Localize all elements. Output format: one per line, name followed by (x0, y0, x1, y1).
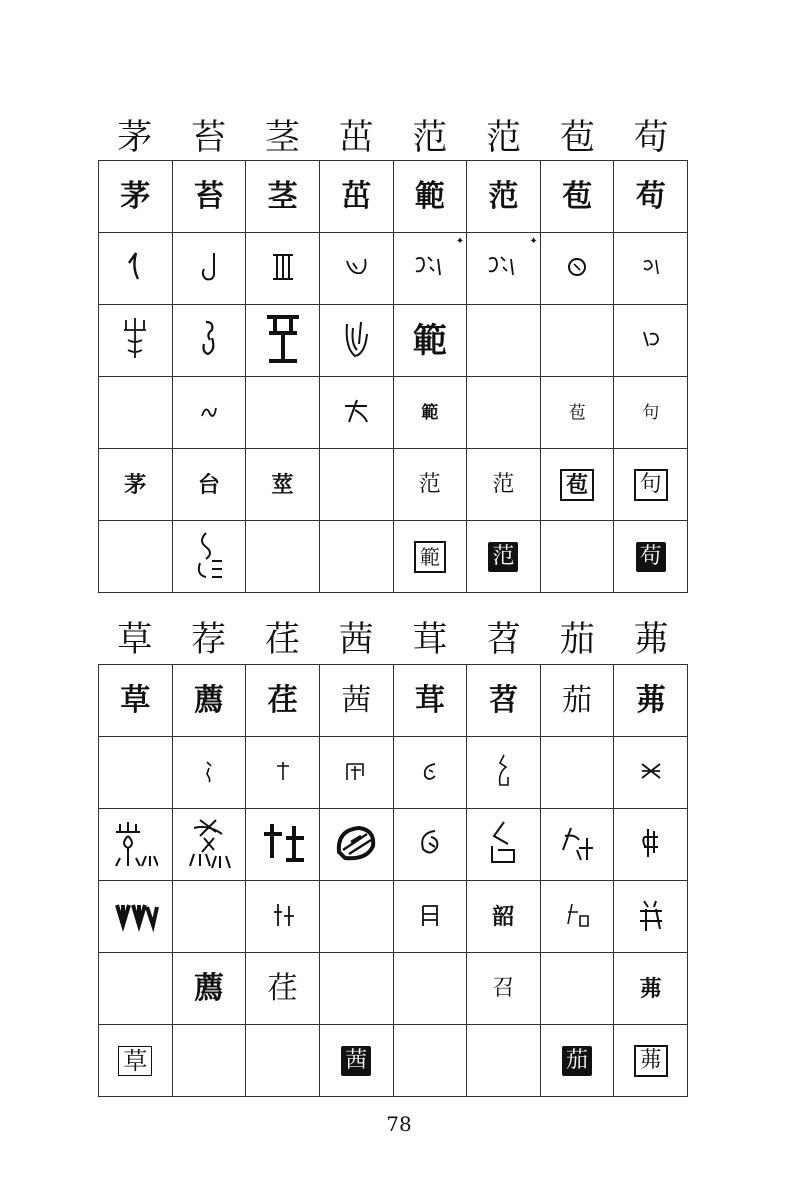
glyph-cell (540, 377, 614, 449)
glyph-cell (467, 521, 541, 593)
glyph-cell (467, 665, 541, 737)
glyph-drawing (268, 898, 298, 932)
seal-glyph: 苟 (636, 542, 666, 572)
header-char: 苕 (486, 620, 522, 660)
glyph-cell (614, 305, 688, 377)
seal-glyph: 茀 (634, 1045, 668, 1077)
page-number: 78 (386, 1112, 412, 1136)
glyph-drawing (112, 816, 158, 870)
glyph-cell (246, 953, 320, 1025)
seal-glyph: 范 (488, 542, 518, 572)
seal-glyph: 茄 (562, 1046, 592, 1076)
glyph-cell (319, 305, 393, 377)
glyph-cell (319, 161, 393, 233)
glyph-drawing (415, 756, 445, 786)
header-char: 茄 (559, 620, 595, 660)
seal-glyph: 苞 (560, 469, 594, 501)
glyph-cell (99, 233, 173, 305)
seal-glyph: 茅 (124, 471, 147, 498)
seal-glyph: 茎 (267, 178, 298, 214)
glyph-drawing (260, 818, 306, 868)
glyph-cell (99, 737, 173, 809)
glyph-cell (99, 809, 173, 881)
glyph-drawing (194, 314, 224, 364)
glyph-cell (393, 953, 467, 1025)
glyph-cell (393, 233, 467, 305)
glyph-table-block-1 (98, 112, 688, 593)
glyph-drawing (192, 527, 226, 583)
glyph-cell (540, 665, 614, 737)
seal-glyph: 範 (412, 320, 447, 361)
seal-glyph: 苕 (488, 682, 519, 718)
glyph-cell (393, 1025, 467, 1097)
glyph-cell (172, 161, 246, 233)
seal-glyph: 薦 (193, 682, 224, 718)
glyph-cell (540, 809, 614, 881)
glyph-drawing (120, 247, 150, 287)
seal-glyph: 範 (414, 541, 446, 573)
header-char: 苔 (191, 118, 227, 158)
glyph-drawing (186, 814, 232, 872)
glyph-cell (319, 449, 393, 521)
glyph-cell (614, 377, 688, 449)
glyph-cell (393, 809, 467, 881)
glyph-cell (393, 449, 467, 521)
seal-glyph: 苞 (568, 402, 586, 423)
glyph-drawing (634, 895, 668, 935)
glyph-drawing (410, 247, 450, 287)
seal-glyph: 台 (197, 471, 220, 498)
glyph-cell (393, 377, 467, 449)
glyph-drawing (413, 823, 447, 863)
glyph-cell (393, 665, 467, 737)
glyph-cell (246, 809, 320, 881)
header-row (98, 112, 688, 158)
seal-glyph: 範 (414, 178, 445, 214)
glyph-cell (246, 737, 320, 809)
glyph-cell (614, 161, 688, 233)
header-char: 范 (412, 118, 448, 158)
glyph-drawing (490, 751, 516, 791)
glyph-cell (467, 233, 541, 305)
seal-glyph: 茅 (120, 178, 151, 214)
table-row (99, 377, 688, 449)
seal-glyph: 荏 (267, 970, 298, 1006)
glyph-cell (614, 953, 688, 1025)
glyph-drawing (263, 309, 303, 369)
glyph-cell (614, 449, 688, 521)
table-row (99, 521, 688, 593)
glyph-cell (614, 521, 688, 593)
glyph-cell (540, 305, 614, 377)
glyph-drawing (636, 823, 666, 863)
glyph-cell (467, 305, 541, 377)
glyph-cell (467, 953, 541, 1025)
glyph-cell (393, 521, 467, 593)
glyph-cell (99, 305, 173, 377)
header-char: 茅 (117, 118, 153, 158)
table-row (99, 305, 688, 377)
header-char: 苞 (559, 118, 595, 158)
glyph-cell (467, 377, 541, 449)
glyph-cell (172, 377, 246, 449)
seal-glyph: 茜 (341, 682, 372, 718)
glyph-table-block-2 (98, 614, 688, 1097)
glyph-cell (246, 377, 320, 449)
glyph-grid (98, 160, 688, 593)
seal-glyph: 茀 (639, 975, 662, 1002)
glyph-cell (99, 161, 173, 233)
glyph-drawing (118, 314, 152, 364)
glyph-cell (99, 665, 173, 737)
glyph-cell (246, 665, 320, 737)
glyph-cell (172, 881, 246, 953)
glyph-drawing (636, 252, 666, 282)
seal-glyph: 茀 (635, 682, 666, 718)
glyph-cell (540, 233, 614, 305)
glyph-drawing (557, 820, 597, 866)
glyph-cell (172, 809, 246, 881)
glyph-cell (467, 449, 541, 521)
glyph-cell (467, 881, 541, 953)
seal-glyph: 范 (492, 471, 515, 497)
table-row (99, 737, 688, 809)
glyph-cell (467, 737, 541, 809)
seal-glyph: 茸 (414, 682, 445, 718)
header-char: 苟 (633, 118, 669, 158)
glyph-cell (319, 665, 393, 737)
glyph-cell (614, 881, 688, 953)
glyph-cell (393, 737, 467, 809)
glyph-cell (467, 1025, 541, 1097)
table-row (99, 449, 688, 521)
table-row (99, 881, 688, 953)
glyph-drawing (636, 754, 666, 788)
glyph-cell (540, 953, 614, 1025)
seal-glyph: 苟 (635, 178, 666, 214)
seal-glyph: 句 (642, 402, 660, 423)
glyph-cell (319, 953, 393, 1025)
glyph-cell (540, 737, 614, 809)
header-char: 茀 (633, 620, 669, 660)
glyph-cell (172, 233, 246, 305)
header-char: 范 (486, 118, 522, 158)
header-char: 茁 (338, 118, 374, 158)
glyph-cell (172, 953, 246, 1025)
glyph-cell (246, 1025, 320, 1097)
glyph-cell (246, 233, 320, 305)
glyph-cell (540, 449, 614, 521)
glyph-drawing (333, 820, 379, 866)
glyph-drawing (268, 247, 298, 287)
glyph-cell (540, 1025, 614, 1097)
glyph-cell (172, 449, 246, 521)
seal-glyph: 範 (421, 402, 439, 423)
header-char: 荏 (264, 620, 300, 660)
glyph-drawing (197, 756, 221, 786)
seal-glyph: 韶 (492, 903, 515, 930)
seal-glyph: 草 (118, 1046, 152, 1076)
glyph-drawing (339, 394, 373, 428)
glyph-cell (319, 521, 393, 593)
glyph-cell (246, 521, 320, 593)
glyph-cell (614, 809, 688, 881)
header-char: 茸 (412, 620, 448, 660)
seal-glyph: 句 (634, 469, 668, 501)
glyph-drawing (339, 314, 373, 364)
glyph-cell (172, 305, 246, 377)
glyph-drawing (341, 756, 371, 786)
seal-glyph: 苔 (193, 178, 224, 214)
glyph-drawing (271, 756, 295, 786)
table-row (99, 809, 688, 881)
glyph-cell (319, 1025, 393, 1097)
glyph-cell (393, 305, 467, 377)
glyph-cell (246, 881, 320, 953)
glyph-cell (614, 665, 688, 737)
glyph-cell (99, 881, 173, 953)
glyph-cell (246, 449, 320, 521)
seal-glyph: 莖 (271, 471, 294, 498)
seal-glyph: 范 (488, 178, 519, 214)
plus-mark-icon: ✦ (455, 236, 465, 247)
table-row (99, 233, 688, 305)
seal-glyph: 荏 (267, 682, 298, 718)
seal-glyph: 茜 (341, 1046, 371, 1076)
table-row (99, 161, 688, 233)
seal-glyph: 茁 (341, 178, 372, 214)
glyph-drawing (111, 897, 159, 933)
glyph-cell (172, 1025, 246, 1097)
glyph-cell (172, 521, 246, 593)
glyph-cell (319, 377, 393, 449)
glyph-cell (540, 161, 614, 233)
glyph-cell (540, 881, 614, 953)
glyph-cell (99, 377, 173, 449)
glyph-drawing (194, 247, 224, 287)
seal-glyph: 召 (492, 975, 515, 1001)
glyph-cell (614, 233, 688, 305)
header-char: 草 (117, 620, 153, 660)
glyph-cell (614, 1025, 688, 1097)
glyph-cell (467, 809, 541, 881)
header-char: 茎 (264, 118, 300, 158)
glyph-drawing (415, 898, 445, 932)
glyph-cell (393, 161, 467, 233)
glyph-cell (319, 809, 393, 881)
glyph-cell (246, 161, 320, 233)
glyph-cell (393, 881, 467, 953)
glyph-cell (540, 521, 614, 593)
glyph-cell (246, 305, 320, 377)
glyph-cell (99, 521, 173, 593)
glyph-drawing (486, 816, 520, 870)
glyph-drawing (196, 398, 222, 424)
glyph-cell (467, 161, 541, 233)
table-row (99, 665, 688, 737)
glyph-drawing (636, 324, 666, 354)
glyph-cell (99, 1025, 173, 1097)
glyph-cell (172, 665, 246, 737)
glyph-drawing (562, 898, 592, 932)
glyph-cell (319, 737, 393, 809)
seal-glyph: 苞 (562, 178, 593, 214)
glyph-cell (99, 953, 173, 1025)
table-row (99, 1025, 688, 1097)
glyph-cell (172, 737, 246, 809)
glyph-cell (614, 737, 688, 809)
glyph-drawing (562, 252, 592, 282)
header-char: 荐 (191, 620, 227, 660)
table-row (99, 953, 688, 1025)
plus-mark-icon: ✦ (529, 236, 538, 247)
seal-glyph: 草 (120, 682, 151, 718)
seal-glyph: 茄 (562, 682, 593, 718)
glyph-drawing (483, 247, 523, 287)
seal-glyph: 薦 (193, 970, 224, 1006)
header-char: 茜 (338, 620, 374, 660)
glyph-cell (99, 449, 173, 521)
glyph-grid (98, 664, 688, 1097)
glyph-cell (319, 881, 393, 953)
glyph-cell (319, 233, 393, 305)
glyph-drawing (341, 247, 371, 287)
seal-glyph: 范 (418, 471, 441, 497)
header-row (98, 614, 688, 660)
